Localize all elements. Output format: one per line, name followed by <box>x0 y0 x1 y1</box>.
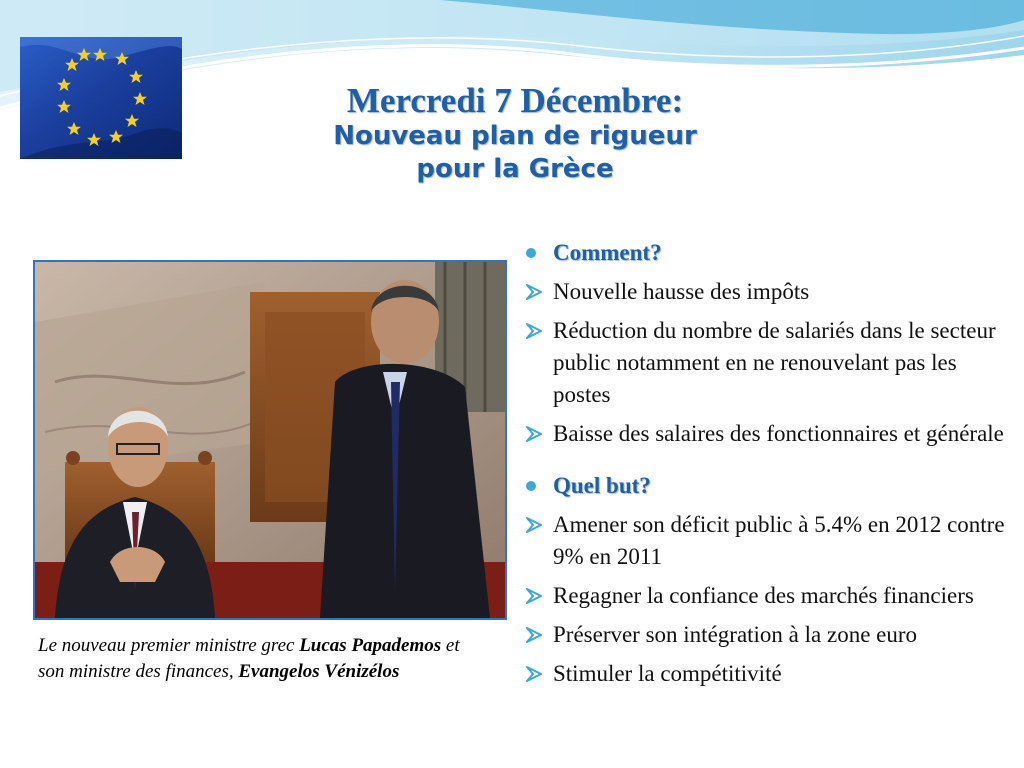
list-item <box>522 619 1017 651</box>
list-item <box>522 509 1017 573</box>
round-bullet-icon <box>523 237 545 269</box>
round-bullet-icon <box>523 470 545 502</box>
photo-caption <box>38 633 478 685</box>
arrow-bullet-icon <box>524 276 546 308</box>
title-line-2: Nouveau plan de rigueur <box>333 121 697 151</box>
list-item <box>522 315 1017 411</box>
bullet-list <box>522 237 1017 690</box>
list-item-text: Nouvelle hausse des impôts <box>553 279 810 304</box>
heading-text: Comment? <box>553 240 662 265</box>
arrow-bullet-icon <box>524 580 546 612</box>
politicians-photo <box>33 260 507 620</box>
list-item <box>522 418 1017 450</box>
caption-name-venizelos: Evangelos Vénizélos <box>238 661 400 682</box>
list-item-text: Baisse des salaires des fonctionnaires et générale <box>553 421 1004 446</box>
arrow-bullet-icon <box>524 418 546 450</box>
slide-title <box>230 82 800 186</box>
arrow-bullet-icon <box>524 658 546 690</box>
list-item <box>522 276 1017 308</box>
section-heading-quel-but <box>522 470 1017 502</box>
eu-flag-image <box>20 37 182 159</box>
section-heading-comment <box>522 237 1017 269</box>
title-line-3: pour la Grèce <box>416 154 614 184</box>
arrow-bullet-icon <box>524 619 546 651</box>
caption-text-2: et son ministre des finances, <box>38 635 460 682</box>
list-item-text: Préserver son intégration à la zone euro <box>553 622 918 647</box>
caption-text-1: Le nouveau premier ministre grec <box>38 635 300 656</box>
list-item <box>522 658 1017 690</box>
list-item-text: Regagner la confiance des marchés financiers <box>553 583 974 608</box>
arrow-bullet-icon <box>524 315 546 347</box>
title-line-1: Mercredi 7 Décembre: <box>346 81 684 120</box>
list-item-text: Stimuler la compétitivité <box>553 661 782 686</box>
list-item-text: Réduction du nombre de salariés dans le secteur public notamment en ne renouvelant pas les postes <box>553 318 996 407</box>
list-item <box>522 580 1017 612</box>
list-item-text: Amener son déficit public à 5.4% en 2012 contre 9% en 2011 <box>553 512 1005 569</box>
arrow-bullet-icon <box>524 509 546 541</box>
heading-text: Quel but? <box>553 473 651 498</box>
caption-name-papademos: Lucas Papademos <box>299 635 442 656</box>
